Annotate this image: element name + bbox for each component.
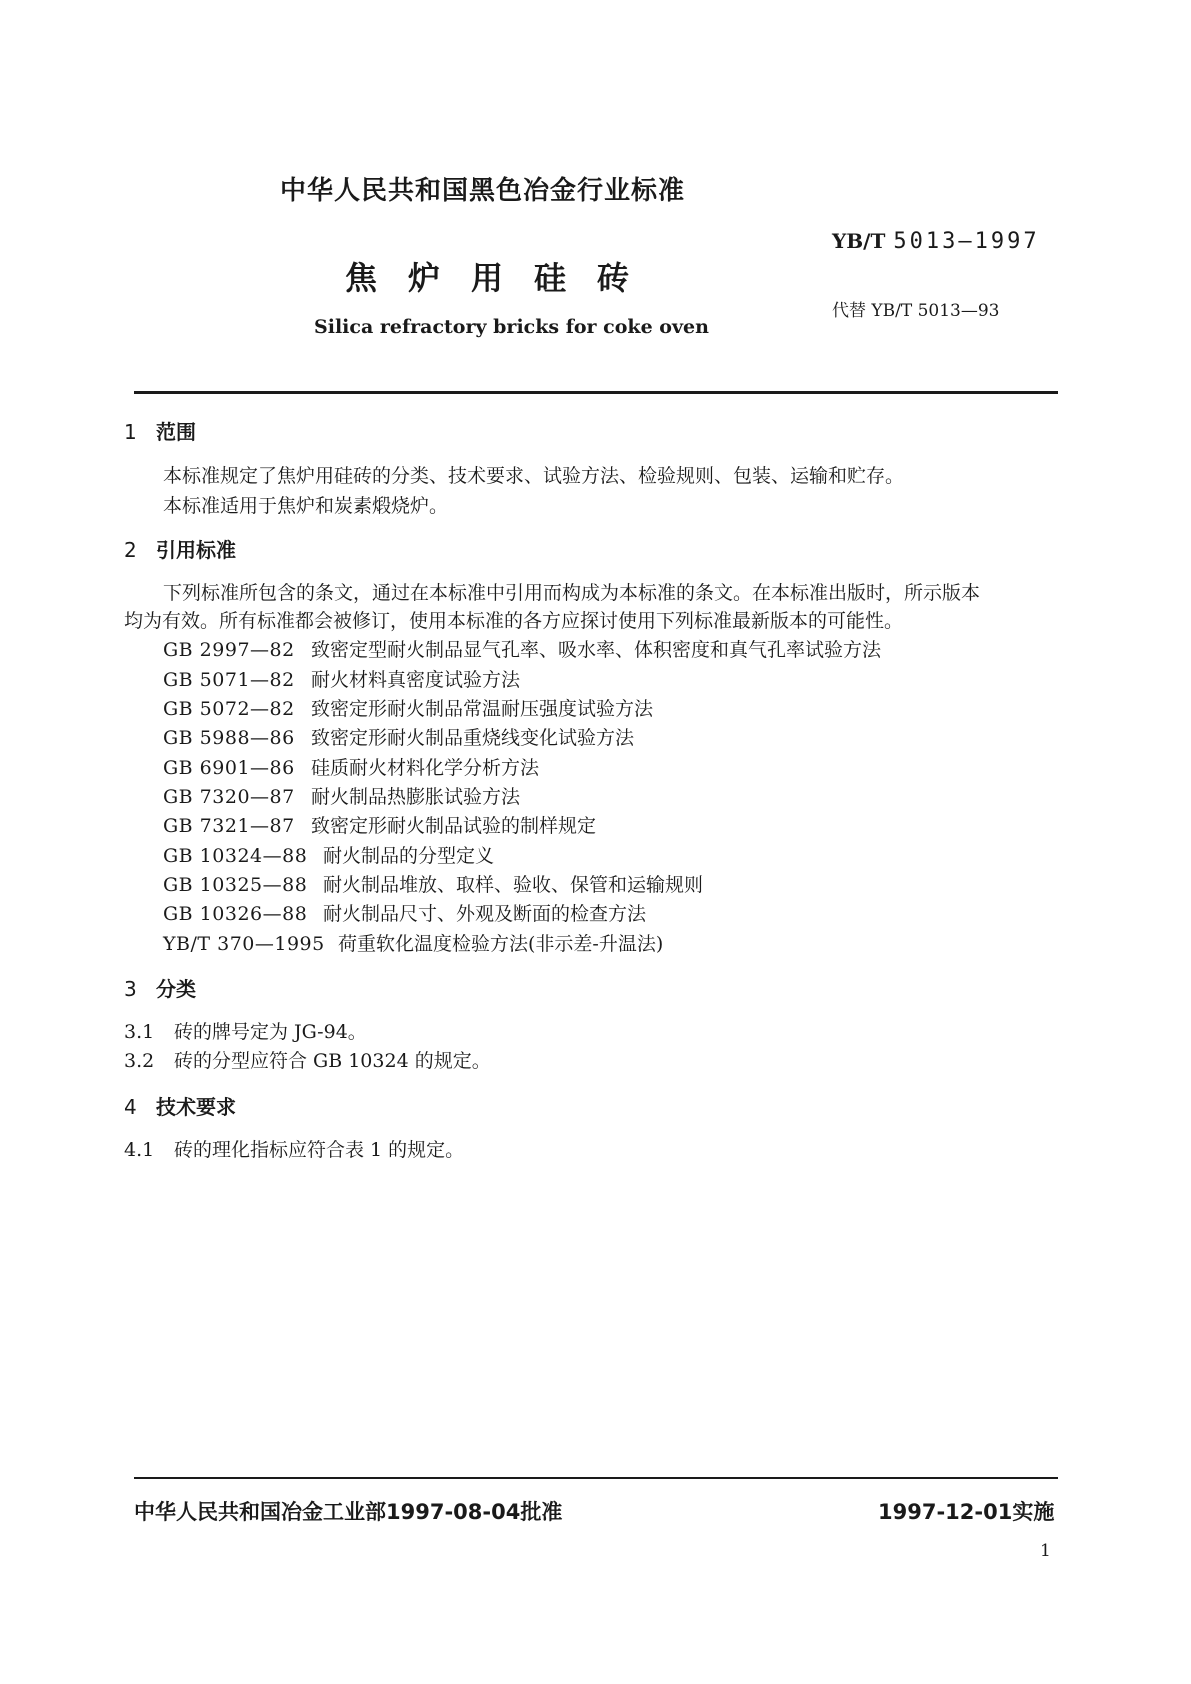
reference-item [163, 929, 663, 956]
reference-item [163, 723, 634, 750]
clause-number: 3.1 [124, 1021, 155, 1043]
section-number: 2 [124, 538, 137, 562]
clause-item [124, 1135, 464, 1162]
reference-title: 耐火制品堆放、取样、验收、保管和运输规则 [323, 874, 704, 896]
reference-code: GB 5071—82 [163, 669, 295, 691]
paragraph: 下列标准所包含的条文，通过在本标准中引用而构成为本标准的条文。在本标准出版时，所示版本 [163, 582, 981, 604]
reference-code: GB 7321—87 [163, 815, 295, 837]
reference-code: GB 10326—88 [163, 903, 308, 925]
reference-item [163, 870, 703, 897]
paragraph: 本标准规定了焦炉用硅砖的分类、技术要求、试验方法、检验规则、包装、运输和贮存。 [163, 465, 905, 487]
reference-title: 耐火制品尺寸、外观及断面的检查方法 [323, 903, 647, 925]
reference-title: 耐火制品热膨胀试验方法 [311, 786, 521, 808]
section-title: 引用标准 [156, 538, 236, 562]
replaces-standard: 代替 YB/T 5013—93 [832, 301, 1000, 321]
reference-item [163, 841, 494, 868]
reference-item [163, 899, 646, 926]
reference-code: GB 10324—88 [163, 845, 308, 867]
reference-title: 致密定形耐火制品重烧线变化试验方法 [311, 727, 635, 749]
section-title: 技术要求 [156, 1095, 236, 1119]
reference-title: 硅质耐火材料化学分析方法 [311, 757, 540, 779]
reference-code: GB 7320—87 [163, 786, 295, 808]
standard-code: 5013—1997 [893, 229, 1040, 254]
clause-text: 砖的分型应符合 GB 10324 的规定。 [174, 1050, 491, 1072]
section-title: 分类 [156, 977, 196, 1001]
reference-title: 致密定型耐火制品显气孔率、吸水率、体积密度和真气孔率试验方法 [311, 639, 882, 661]
reference-code: GB 6901—86 [163, 757, 295, 779]
paragraph: 均为有效。所有标准都会被修订，使用本标准的各方应探讨使用下列标准最新版本的可能性。 [124, 610, 904, 632]
reference-code: GB 5072—82 [163, 698, 295, 720]
reference-item [163, 635, 881, 662]
section-number: 4 [124, 1095, 137, 1119]
approval-statement: 中华人民共和国冶金工业部1997-08-04批准 [134, 1500, 563, 1524]
standard-prefix: YB/T [832, 229, 886, 253]
footer-divider [134, 1477, 1058, 1479]
clause-number: 3.2 [124, 1050, 155, 1072]
document-title-english: Silica refractory bricks for coke oven [314, 316, 709, 338]
section-2-heading [124, 534, 236, 563]
section-title: 范围 [156, 420, 196, 444]
reference-title: 荷重软化温度检验方法(非示差-升温法) [338, 933, 664, 955]
clause-number: 4.1 [124, 1139, 155, 1161]
reference-item [163, 753, 539, 780]
issuing-authority: 中华人民共和国黑色冶金行业标准 [280, 176, 686, 206]
reference-item [163, 665, 520, 692]
reference-item [163, 694, 653, 721]
reference-title: 耐火制品的分型定义 [323, 845, 495, 867]
reference-code: GB 10325—88 [163, 874, 308, 896]
header-divider [134, 391, 1058, 394]
reference-title: 耐火材料真密度试验方法 [311, 669, 521, 691]
section-1-heading [124, 416, 196, 445]
clause-text: 砖的牌号定为 JG-94。 [174, 1021, 367, 1043]
reference-title: 致密定形耐火制品试验的制样规定 [311, 815, 597, 837]
document-title: 焦炉用硅砖 [345, 259, 661, 297]
standard-number [832, 229, 1040, 254]
clause-item [124, 1017, 367, 1044]
reference-item [163, 811, 596, 838]
section-number: 1 [124, 420, 137, 444]
reference-code: YB/T 370—1995 [163, 933, 325, 955]
paragraph: 本标准适用于焦炉和炭素煅烧炉。 [163, 495, 449, 517]
reference-code: GB 2997—82 [163, 639, 295, 661]
reference-title: 致密定形耐火制品常温耐压强度试验方法 [311, 698, 654, 720]
section-number: 3 [124, 977, 137, 1001]
clause-text: 砖的理化指标应符合表 1 的规定。 [174, 1139, 465, 1161]
clause-item [124, 1046, 491, 1073]
section-4-heading [124, 1091, 236, 1120]
section-3-heading [124, 973, 196, 1002]
page-number: 1 [1040, 1541, 1051, 1561]
reference-code: GB 5988—86 [163, 727, 295, 749]
reference-item [163, 782, 520, 809]
effective-date: 1997-12-01实施 [878, 1500, 1055, 1524]
